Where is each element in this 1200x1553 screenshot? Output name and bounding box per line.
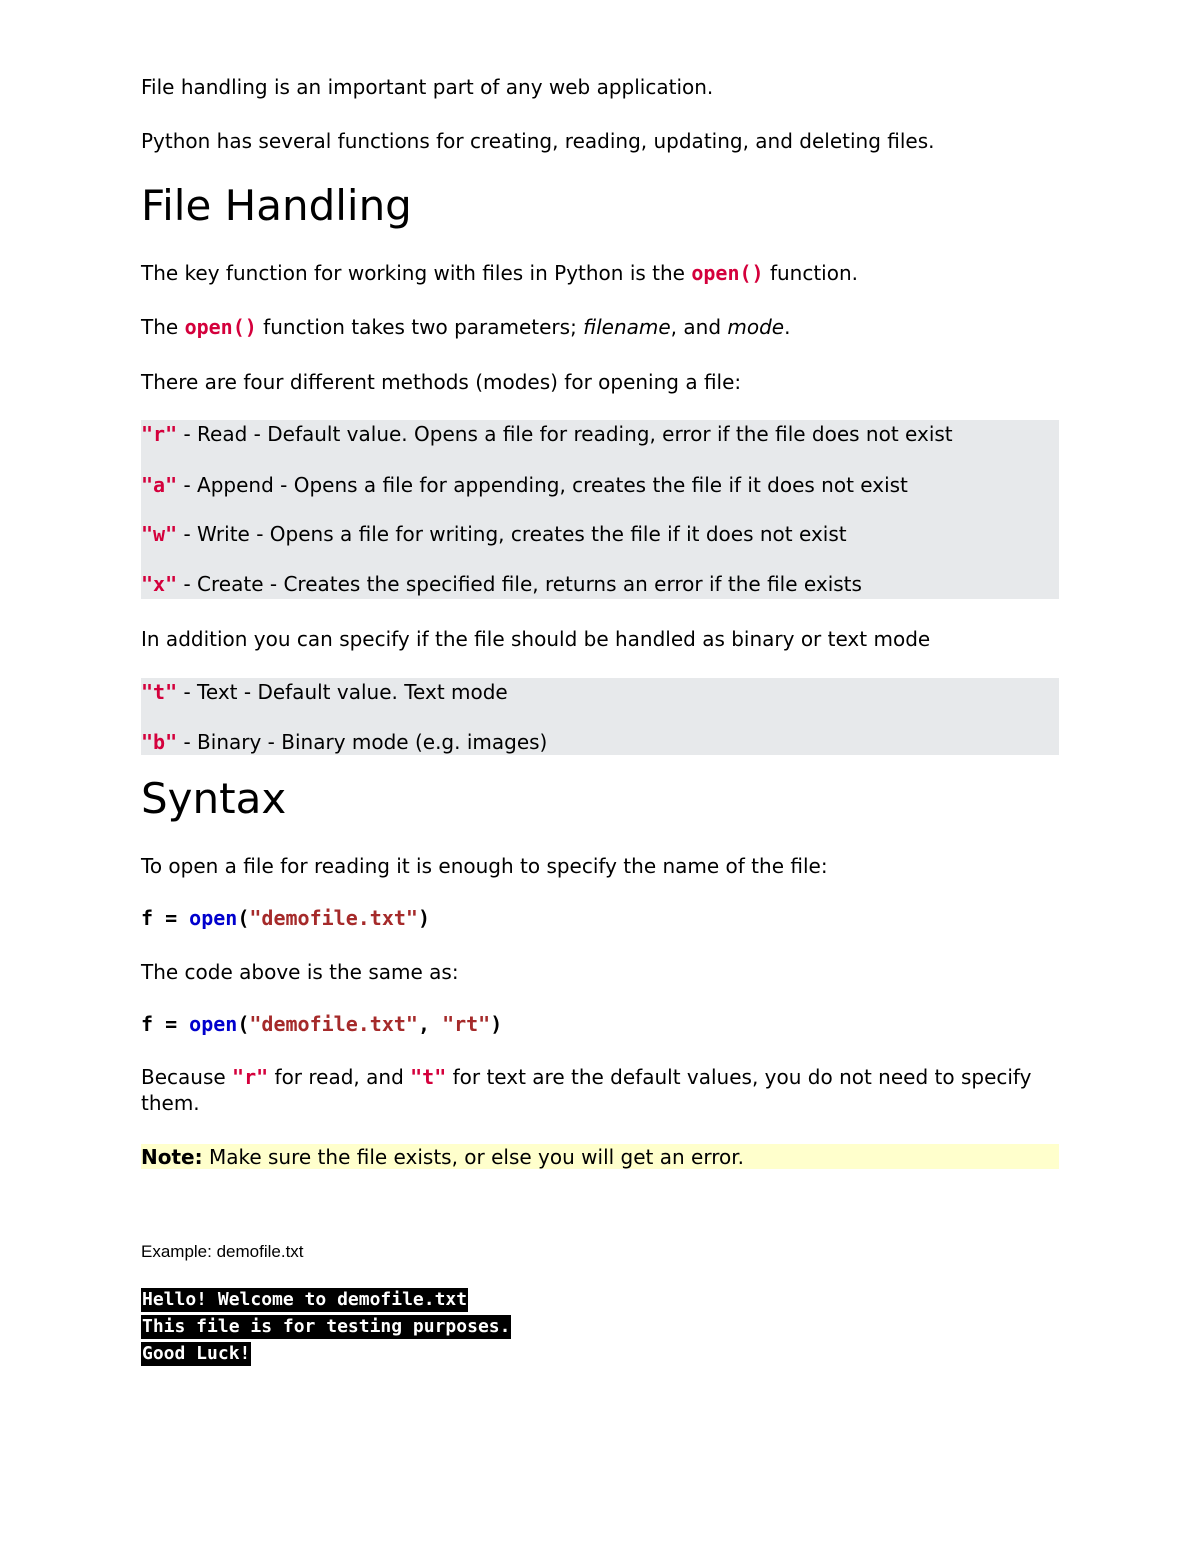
mode-description: - Create - Creates the specified file, returns an error if the file exists bbox=[177, 572, 862, 596]
text-segment: , and bbox=[670, 315, 728, 339]
code-string: "demofile.txt" bbox=[249, 1012, 418, 1036]
inline-code-t: "t" bbox=[410, 1065, 447, 1089]
mode-description: - Append - Opens a file for appending, creates the file if it does not exist bbox=[177, 473, 908, 497]
example-prefix: Example: bbox=[141, 1242, 217, 1261]
param-filename: filename bbox=[583, 315, 671, 339]
code-example-2 bbox=[141, 1012, 502, 1036]
mode-item-x bbox=[141, 572, 862, 596]
code-paren: ) bbox=[417, 906, 431, 930]
paragraph-parameters bbox=[141, 315, 790, 339]
intro-paragraph-1: File handling is an important part of any web application. bbox=[141, 75, 714, 99]
text-segment: function. bbox=[763, 261, 859, 285]
paragraph-key-function bbox=[141, 261, 858, 285]
param-mode: mode bbox=[727, 315, 785, 339]
mode-code: "r" bbox=[141, 422, 178, 446]
example-label bbox=[141, 1242, 304, 1262]
code-var: f = bbox=[141, 906, 190, 930]
code-string: "rt" bbox=[442, 1012, 491, 1036]
mode-item-b bbox=[141, 730, 547, 754]
mode-description: - Read - Default value. Opens a file for reading, error if the file does not exist bbox=[177, 422, 953, 446]
code-paren: ( bbox=[237, 1012, 250, 1036]
heading-syntax: Syntax bbox=[141, 774, 287, 823]
file-content-line: This file is for testing purposes. bbox=[142, 1316, 511, 1337]
paragraph-binary-text: In addition you can specify if the file should be handled as binary or text mode bbox=[141, 627, 931, 651]
mode-item-a bbox=[141, 473, 908, 497]
text-segment: function takes two parameters; bbox=[256, 315, 584, 339]
mode-item-w bbox=[141, 522, 847, 546]
intro-paragraph-2: Python has several functions for creating, reading, updating, and deleting files. bbox=[141, 129, 935, 153]
mode-item-t bbox=[141, 680, 508, 704]
code-function: open bbox=[189, 906, 238, 930]
mode-code: "b" bbox=[141, 730, 178, 754]
text-segment: for text are the default values, you do not need to specify them. bbox=[141, 1065, 1032, 1115]
text-segment: Because bbox=[141, 1065, 233, 1089]
inline-code-open: open() bbox=[691, 261, 764, 285]
code-var: f = bbox=[141, 1012, 190, 1036]
mode-description: - Text - Default value. Text mode bbox=[177, 680, 508, 704]
paragraph-same-as: The code above is the same as: bbox=[141, 960, 459, 984]
note-label: Note: bbox=[141, 1145, 203, 1169]
code-separator: , bbox=[417, 1012, 443, 1036]
mode-code: "x" bbox=[141, 572, 178, 596]
paragraph-open-reading: To open a file for reading it is enough to specify the name of the file: bbox=[141, 854, 828, 878]
code-example-1 bbox=[141, 906, 430, 930]
note-paragraph bbox=[141, 1145, 744, 1169]
paragraph-modes-intro: There are four different methods (modes) for opening a file: bbox=[141, 370, 742, 394]
note-text: Make sure the file exists, or else you will get an error. bbox=[202, 1145, 744, 1169]
mode-code: "t" bbox=[141, 680, 178, 704]
file-content-block bbox=[141, 1288, 511, 1366]
code-string: "demofile.txt" bbox=[249, 906, 418, 930]
heading-file-handling: File Handling bbox=[141, 181, 412, 230]
file-content-line: Good Luck! bbox=[142, 1343, 251, 1364]
inline-code-r: "r" bbox=[232, 1065, 269, 1089]
mode-code: "w" bbox=[141, 522, 178, 546]
mode-description: - Binary - Binary mode (e.g. images) bbox=[177, 730, 548, 754]
text-segment: The bbox=[141, 315, 185, 339]
code-paren: ) bbox=[490, 1012, 503, 1036]
text-segment: for read, and bbox=[268, 1065, 411, 1089]
mode-description: - Write - Opens a file for writing, creates the file if it does not exist bbox=[177, 522, 847, 546]
code-paren: ( bbox=[237, 906, 250, 930]
text-segment: The key function for working with files in Python is the bbox=[141, 261, 692, 285]
mode-item-r bbox=[141, 422, 953, 446]
file-content-line: Hello! Welcome to demofile.txt bbox=[142, 1289, 468, 1310]
paragraph-defaults bbox=[141, 1064, 1041, 1116]
mode-code: "a" bbox=[141, 473, 178, 497]
code-function: open bbox=[189, 1012, 238, 1036]
text-segment: . bbox=[784, 315, 791, 339]
example-filename: demofile.txt bbox=[216, 1242, 304, 1261]
inline-code-open: open() bbox=[184, 315, 257, 339]
